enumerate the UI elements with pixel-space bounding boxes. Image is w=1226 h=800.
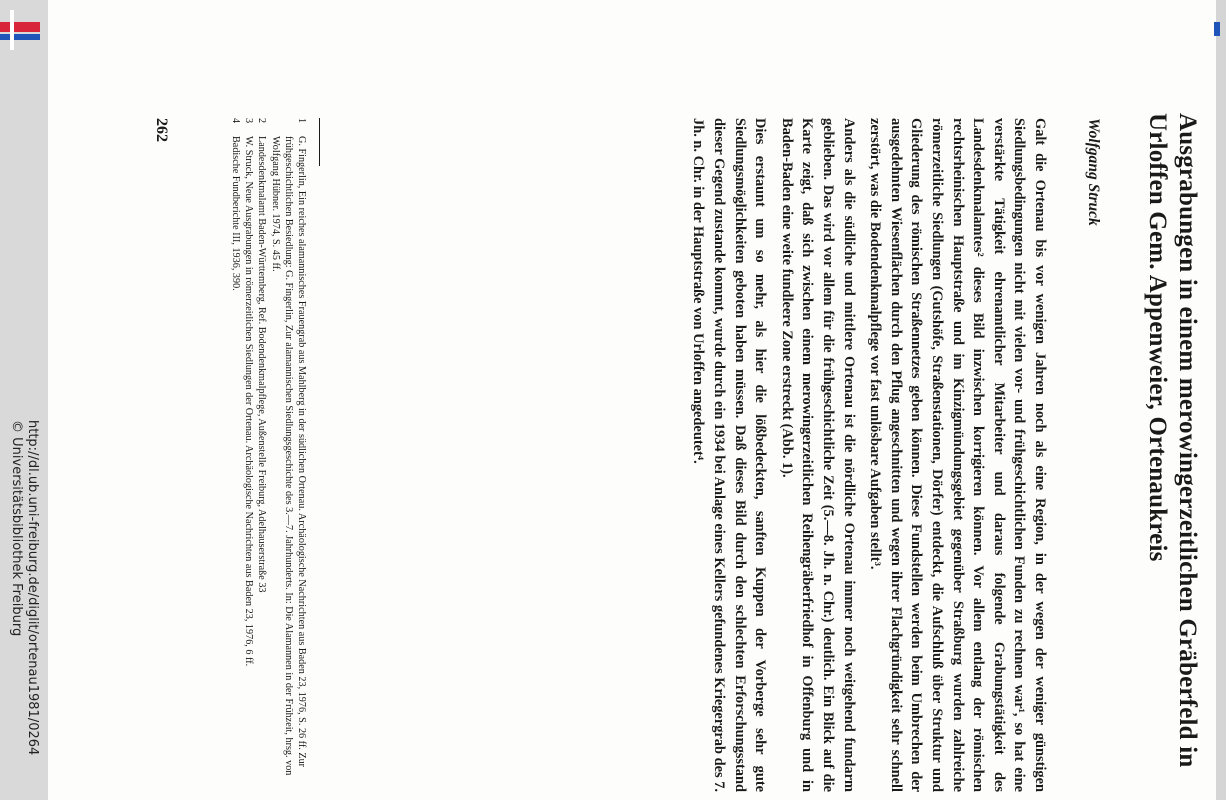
article-author: Wolfgang Struck xyxy=(1085,118,1102,226)
footnote-text: W. Struck, Neue Ausgrabungen in römerzeitlichen Siedlungen der Ortenau. Archäologische Nachrichten aus Baden 23, 1976, 6 ff. xyxy=(243,136,255,667)
article-title: Ausgrabungen in einem merowingerzeitlichen Gräberfeld in Urloffen Gem. Appenweier, Ortenaukreis xyxy=(1144,113,1201,768)
footnote-1 xyxy=(268,118,308,798)
calibration-mark-red xyxy=(0,22,40,32)
footnote-divider xyxy=(319,118,320,166)
footnote-number: 3 xyxy=(243,118,255,124)
page-number: 262 xyxy=(153,118,170,142)
footnote-text: G. Fingerlin, Ein reiches alamannisches Frauengrab aus Mahlberg in der südlichen Ortenau. Archäologische Nachrichten aus Baden 23, 1976, S. 26 ff. Zur frühgeschichtlichen Besiedlung: G. Fingerlin, Zur alamannischen Siedlungsgeschichte des 3.—7. Jahrhunderts. In: Die Alamannen in der Frühzeit, hrsg. von Wolfgang Hübner. 1974, S. 45 ff. xyxy=(269,136,307,776)
footnote-number: 4 xyxy=(229,118,241,124)
scan-margin-right xyxy=(1216,0,1226,800)
copyright-notice: © Universitätsbibliothek Freiburg xyxy=(9,420,24,637)
footnote-number: 1 xyxy=(296,118,307,124)
source-url[interactable]: http://dl.ub.uni-freiburg.de/diglit/ortenau1981/0264 xyxy=(25,420,40,756)
footnote-4 xyxy=(229,118,242,798)
article-body xyxy=(682,118,1050,792)
source-attribution xyxy=(8,420,40,755)
footnote-2 xyxy=(255,118,268,798)
footnotes xyxy=(229,118,308,798)
rotated-page-content xyxy=(48,0,1216,800)
calibration-mark-white xyxy=(10,10,14,50)
paragraph-1: Galt die Ortenau bis vor wenigen Jahren noch als eine Region, in der wegen der weniger günstigen Siedlungsbedingungen nicht mit vielen vor- und frühgeschichtlichen Funden zu rechnen war¹, so hat eine verstärkte Tätigkeit ehrenamtlicher Mitarbeiter und daraus folgende Grabungstätigkeit des Landesdenkmalamtes² dieses Bild inzwischen korrigieren können. Vor allem entlang der römischen rechtsrheinischen Hauptstraße und im Kinzigmündungsgebiet gegenüber Straßburg wurden zahlreiche römerzeitliche Siedlungen (Gutshöfe, Straßenstationen, Dörfer) entdeckt, die Aufschluß über Struktur und Gliederung des römischen Straßennetzes geben können. Diese Fundstellen werden beim Umbrechen der ausgedehnten Wiesenflächen durch den Pflug angeschnitten und wegen ihrer Flachgründigkeit sehr schnell zerstört, was die Bodendenkmalpflege vor fast unlösbare Aufgaben stellt³. xyxy=(867,118,1048,792)
footnote-number: 2 xyxy=(256,118,268,124)
footnote-text: Landesdenkmalamt Baden-Württemberg, Ref. Bodendenkmalpflege, Außenstelle Freiburg, Adelhauserstraße 33 xyxy=(256,136,268,593)
paragraph-3: Dies erstaunt um so mehr, als hier die lößbedeckten, sanften Kuppen der Vorberge sehr gute Siedlungsmöglichkeiten geboten haben müssen. Daß dieses Bild durch den schlechten Erforschungsstand dieser Gegend zustande kommt, wurde durch ein 1934 bei Anlage eines Kellers gefundenes Kriegergrab des 7. Jh. n. Chr. in der Hauptstraße von Urloffen angedeutet⁴. xyxy=(690,118,769,792)
paragraph-2: Anders als die südliche und mittlere Ortenau ist die nördliche Ortenau immer noch weitgehend fundarm geblieben. Das wird vor allem für die frühgeschichtliche Zeit (5.—8. Jh. n. Chr.) deutlich. Ein Blick auf die Karte zeigt, daß sich zwischen einem merowingerzeitlichen Reihengräberfriedhof in Offenburg und in Baden-Baden eine weite fundleere Zone erstreckt (Abb. 1). xyxy=(778,118,857,792)
footnote-text: Badische Fundberichte III, 1936, 390. xyxy=(229,136,241,291)
footnote-3 xyxy=(242,118,255,798)
calibration-mark-blue xyxy=(0,34,40,40)
